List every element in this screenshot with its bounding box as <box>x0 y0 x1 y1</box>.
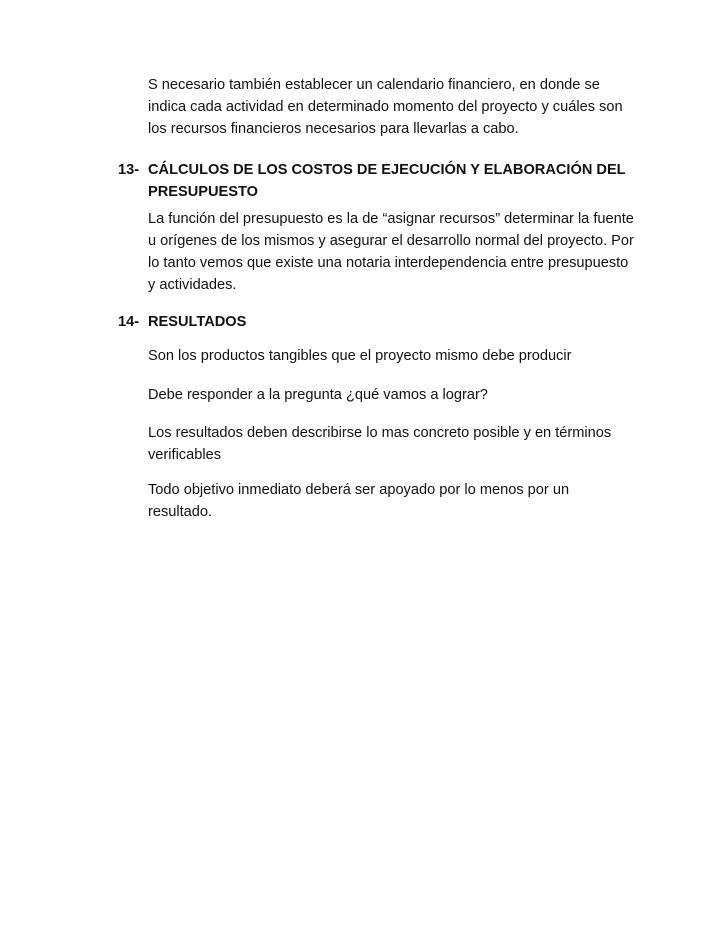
text-line: resultado. <box>148 504 213 520</box>
paragraph-tangible-products <box>148 345 648 367</box>
paragraph-financial-calendar <box>148 74 648 140</box>
section-13-heading <box>118 159 638 203</box>
paragraph-results-description <box>148 422 648 466</box>
paragraph-budget-function <box>148 208 648 296</box>
text-line: Son los productos tangibles que el proyecto mismo debe producir <box>148 348 572 364</box>
section-title: RESULTADOS <box>148 314 247 330</box>
text-line: y actividades. <box>148 277 237 293</box>
section-number: 13- <box>118 162 140 178</box>
text-line: indica cada actividad en determinado momento del proyecto y cuáles son <box>148 99 623 115</box>
paragraph-question <box>148 384 648 406</box>
section-title-line2: PRESUPUESTO <box>148 184 259 200</box>
text-line: S necesario también establecer un calendario financiero, en donde se <box>148 77 600 93</box>
text-line: verificables <box>148 447 221 463</box>
text-line: La función del presupuesto es la de “asignar recursos” determinar la fuente <box>148 211 634 227</box>
text-line: los recursos financieros necesarios para llevarlas a cabo. <box>148 121 519 137</box>
section-number: 14- <box>118 314 140 330</box>
text-line: u orígenes de los mismos y asegurar el desarrollo normal del proyecto. Por <box>148 233 634 249</box>
text-line: lo tanto vemos que existe una notaria interdependencia entre presupuesto <box>148 255 629 271</box>
section-title-line1: CÁLCULOS DE LOS COSTOS DE EJECUCIÓN Y ELABORACIÓN DEL <box>148 162 626 178</box>
section-14-heading <box>118 311 638 333</box>
text-line: Debe responder a la pregunta ¿qué vamos a lograr? <box>148 387 488 403</box>
text-line: Los resultados deben describirse lo mas concreto posible y en términos <box>148 425 612 441</box>
text-line: Todo objetivo inmediato deberá ser apoyado por lo menos por un <box>148 482 570 498</box>
paragraph-objective-support <box>148 479 648 523</box>
